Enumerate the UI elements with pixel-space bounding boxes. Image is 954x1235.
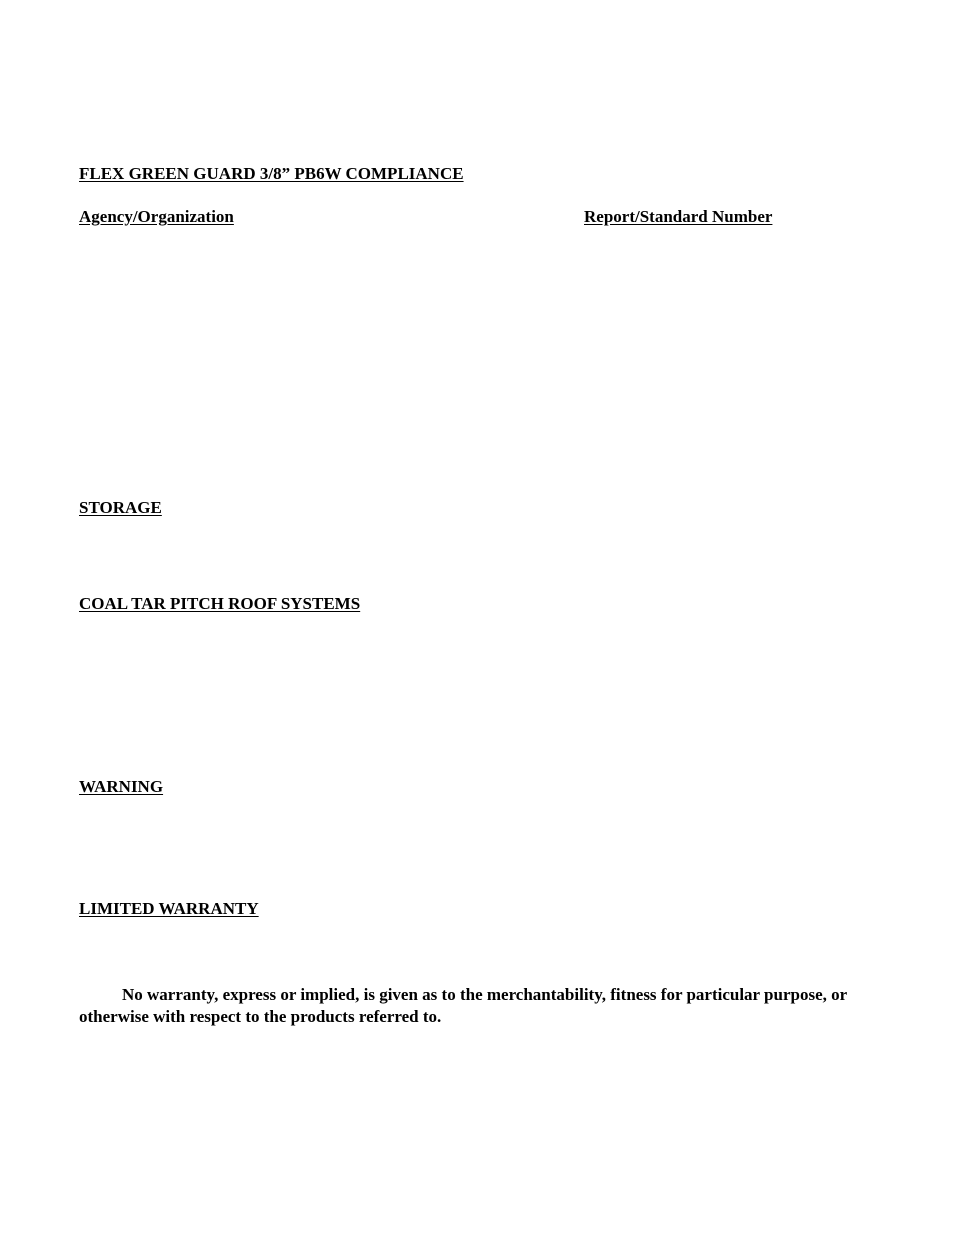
document-title: FLEX GREEN GUARD 3/8” PB6W COMPLIANCE bbox=[79, 164, 464, 183]
section-heading-coal-tar: COAL TAR PITCH ROOF SYSTEMS bbox=[79, 594, 361, 613]
column-header-report-number: Report/Standard Number bbox=[584, 207, 773, 226]
warranty-paragraph: No warranty, express or implied, is given as to the merchantability, fitness for particular purpose, or otherwise with respect to the products referred to. bbox=[79, 985, 847, 1026]
section-heading-warning: WARNING bbox=[79, 777, 164, 796]
section-heading-limited-warranty: LIMITED WARRANTY bbox=[79, 899, 259, 918]
column-header-agency: Agency/Organization bbox=[79, 207, 234, 226]
section-heading-storage: STORAGE bbox=[79, 498, 162, 517]
